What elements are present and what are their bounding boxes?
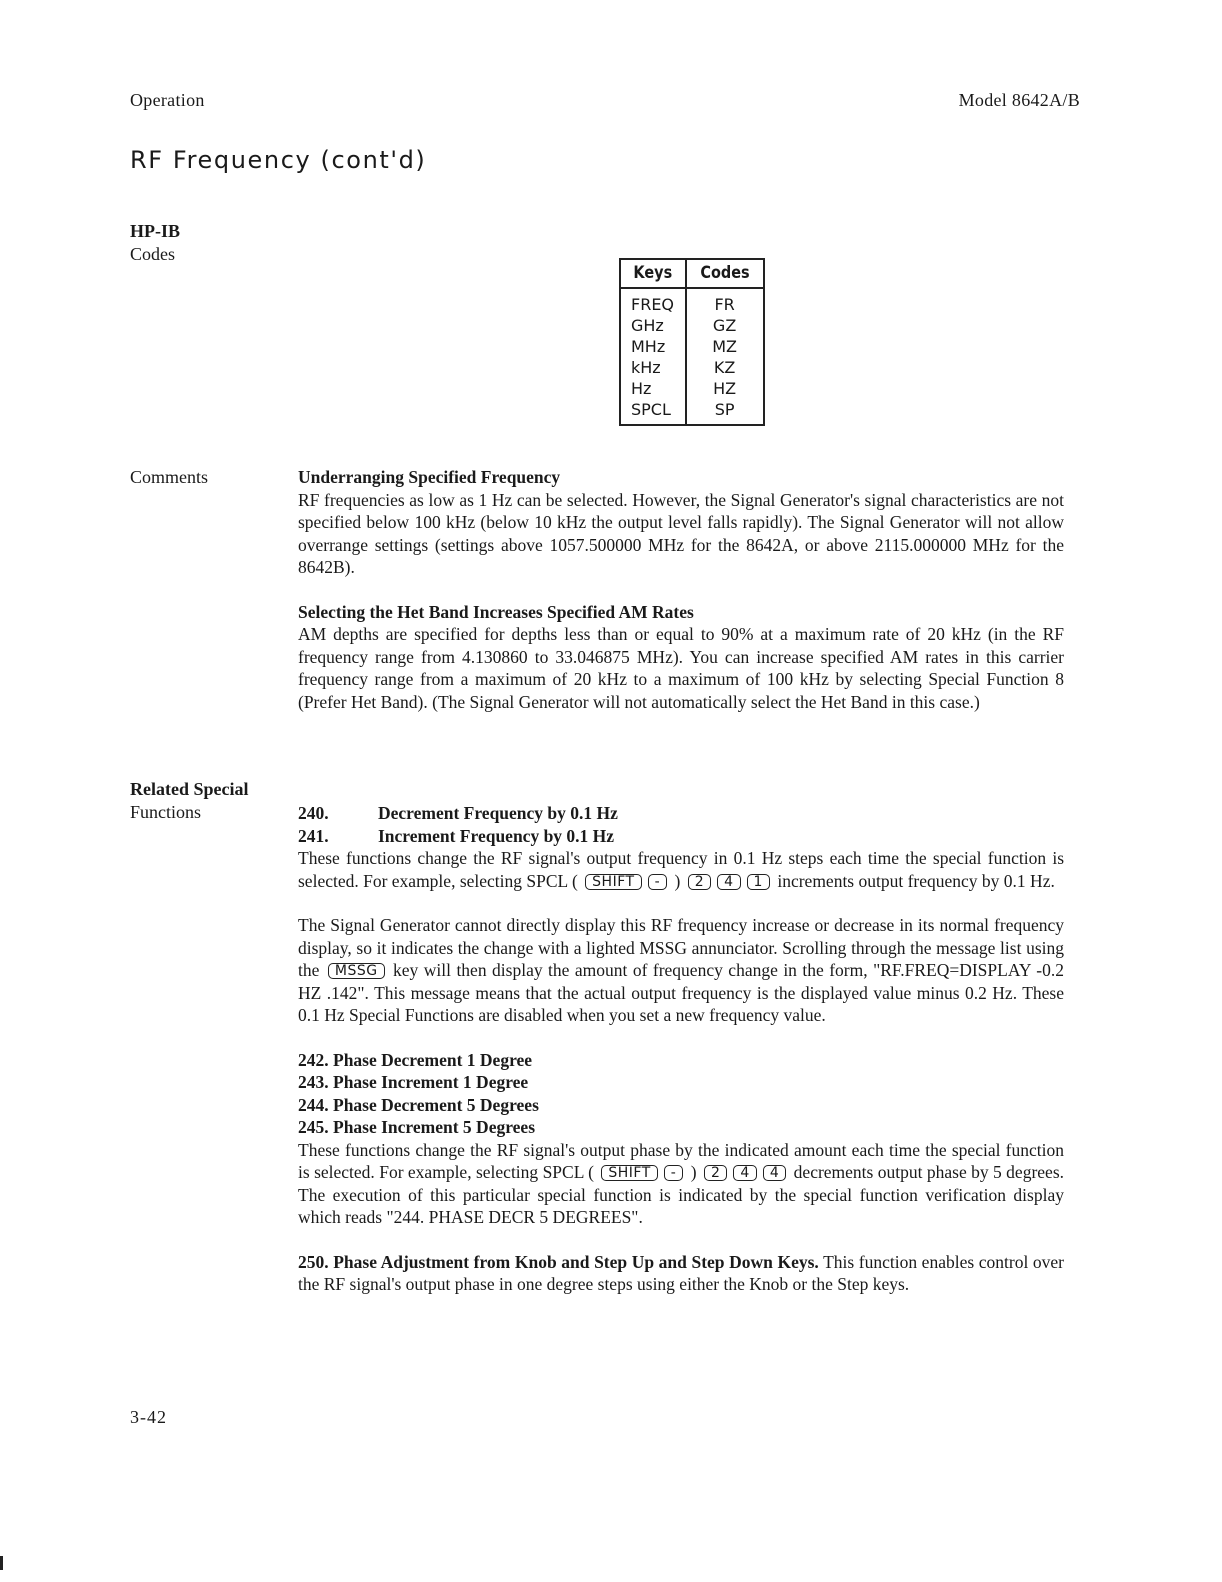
comments-label: Comments — [130, 467, 209, 487]
related-section — [298, 802, 1064, 1296]
related-label-line2: Functions — [130, 802, 202, 822]
function-250-text: This function enables control over the RF signal's output phase in one degree steps using either the Knob or the Step keys. — [298, 1251, 1065, 1294]
function-241-title: Increment Frequency by 0.1 Hz — [378, 825, 615, 846]
table-cell-key: MHz — [631, 337, 666, 356]
digit-1-key: 1 — [747, 874, 770, 890]
function-245: 245. Phase Increment 5 Degrees — [298, 1117, 536, 1137]
het-band-heading: Selecting the Het Band Increases Specified AM Rates — [298, 601, 694, 622]
header-section: Operation — [130, 90, 205, 110]
frequency-step-text-c: increments output frequency by 0.1 Hz. — [777, 870, 1055, 891]
function-240-title: Decrement Frequency by 0.1 Hz — [378, 803, 618, 823]
table-row — [620, 336, 764, 357]
mssg-key: MSSG — [328, 963, 385, 979]
frequency-step-paragraph — [298, 847, 1064, 892]
table-row — [620, 288, 764, 315]
hpib-label — [130, 220, 180, 266]
minus-key: - — [664, 1165, 684, 1181]
related-label — [130, 778, 249, 824]
digit-4-key: 4 — [733, 1165, 756, 1181]
shift-key: SHIFT — [585, 874, 641, 890]
function-241-number: 241. — [298, 825, 329, 846]
function-250-title: 250. Phase Adjustment from Knob and Step Up and Step Down Keys. — [298, 1251, 819, 1272]
table-cell-key: Hz — [631, 379, 652, 398]
function-240 — [298, 802, 1064, 825]
mssg-paragraph — [298, 914, 1064, 1027]
table-cell-key: GHz — [631, 316, 664, 335]
function-242: 242. Phase Decrement 1 Degree — [298, 1049, 533, 1070]
digit-2-key: 2 — [704, 1165, 727, 1181]
header-model: Model 8642A/B — [958, 90, 1080, 110]
digit-2-key: 2 — [688, 874, 711, 890]
phase-step-text-c: decrements output phase by 5 degrees. The execution of this particular special function is indicated by the special function verification display which reads "244. PHASE DECR 5 DEGREES". — [298, 1162, 1064, 1227]
underranging-text: RF frequencies as low as 1 Hz can be selected. However, the Signal Generator's signal characteristics are not specified below 100 kHz (below 10 kHz the output level falls rapidly). The Signal Generator will not allow overrange settings (settings above 1057.500000 MHz for the 8642A, or above 2115.000000 MHz for the 8642B). — [298, 489, 1064, 577]
frequency-step-text-a: These functions change the RF signal's output frequency in 0.1 Hz steps each time the special function is selected. For example, selecting SPCL ( — [298, 848, 1064, 891]
table-cell-code: MZ — [686, 336, 764, 357]
function-240-number: 240. — [298, 803, 329, 823]
hpib-codes-table — [619, 258, 765, 426]
table-row — [620, 399, 764, 425]
scan-mark — [0, 1556, 3, 1570]
table-header-codes: Codes — [691, 259, 757, 288]
table-cell-code: GZ — [686, 315, 764, 336]
frequency-step-text-b: ) — [674, 870, 681, 891]
digit-4-key: 4 — [763, 1165, 786, 1181]
mssg-text-b: key will then display the amount of frequency change in the form, "RF.FREQ=DISPLAY -0.2 HZ .142". This message means that the actual output frequency is the displayed value minus 0.2 Hz. These 0.1 Hz Special Functions are disabled when you set a new frequency value. — [298, 960, 1065, 1025]
table-cell-code: SP — [686, 399, 764, 425]
mssg-text-a: The Signal Generator cannot directly display this RF frequency increase or decrease in its normal frequency display, so it indicates the change with a lighted MSSG annunciator. Scrolling through the message list using the — [298, 915, 1064, 980]
minus-key: - — [648, 874, 668, 890]
comments-section — [298, 466, 1064, 713]
function-243: 243. Phase Increment 1 Degree — [298, 1072, 529, 1092]
table-row — [620, 315, 764, 336]
page-number: 3-42 — [130, 1407, 167, 1427]
underranging-heading: Underranging Specified Frequency — [298, 467, 561, 487]
hpib-label-line1: HP-IB — [130, 221, 181, 241]
function-244: 244. Phase Decrement 5 Degrees — [298, 1094, 539, 1115]
phase-step-paragraph — [298, 1139, 1064, 1229]
table-header-keys: Keys — [625, 259, 681, 288]
function-250-paragraph — [298, 1251, 1064, 1296]
table-row — [620, 378, 764, 399]
hpib-label-line2: Codes — [130, 244, 175, 264]
phase-step-text-b: ) — [690, 1162, 697, 1182]
table-row — [620, 357, 764, 378]
table-cell-key: FREQ — [631, 295, 675, 314]
page-title: RF Frequency (cont'd) — [130, 146, 427, 174]
shift-key: SHIFT — [601, 1165, 657, 1181]
digit-4-key: 4 — [717, 874, 740, 890]
table-cell-key: SPCL — [631, 400, 671, 419]
table-cell-code: KZ — [686, 357, 764, 378]
table-cell-key: kHz — [631, 358, 661, 377]
related-label-line1: Related Special — [130, 779, 249, 799]
table-cell-code: HZ — [686, 378, 764, 399]
het-band-text: AM depths are specified for depths less than or equal to 90% at a maximum rate of 20 kHz (in the RF frequency range from 4.130860 to 33.046875 MHz). You can increase specified AM rates in this carrier frequency range from a maximum of 20 kHz to a maximum of 100 kHz by selecting Special Function 8 (Prefer Het Band). (The Signal Generator will not automatically select the Het Band in this case.) — [298, 624, 1064, 712]
function-241 — [298, 825, 1064, 848]
phase-step-text-a: These functions change the RF signal's output phase by the indicated amount each time the special function is selected. For example, selecting SPCL ( — [298, 1139, 1064, 1182]
table-cell-code: FR — [686, 288, 764, 315]
